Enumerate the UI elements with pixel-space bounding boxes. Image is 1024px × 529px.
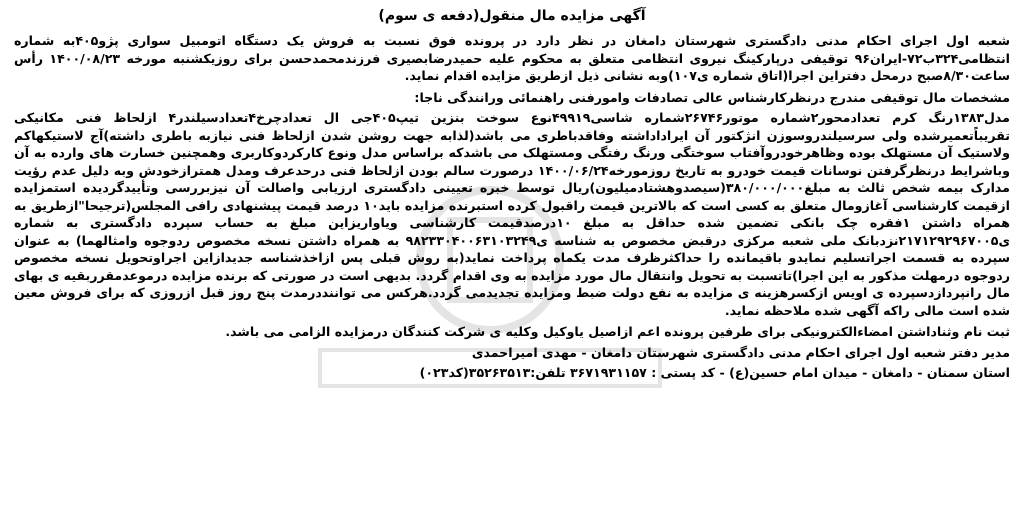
signature-line: مدیر دفتر شعبه اول اجرای احکام مدنی دادگستری شهرستان دامغان - مهدی امیراحمدی (471, 344, 1010, 360)
specs-paragraph: مدل۱۳۸۳رنگ کرم تعدادمحور۲شماره موتور۲۶۷۴۶شماره شاسی۴۹۹۱۹نوع سوخت بنزین تیپ۴۰۵جی ال تعدادچرخ۴تعدادسیلندر۴ ازلحاظ فنی مکانیکی تقریباًتعمیرشده ولی سرسیلندروسوزن انژکتور آن ایراداداشته وفاقدباطری می باشد(لذابه جهت روشن شدن ازلحاظ فنی نیازبه باطری داشته)آج لاستیکهاکم ولاستیک آن مستهلک بوده وظاهرخودروآفتاب سوختگی ورنگ رفتگی ومستهلک می باشدکه براساس مدل ونوع کارکردوکاربری وهمچنین خسارت های وارده به آن وباشرایط درنظرگرفتن نوسانات قیمت خودرو به تاریخ روزمورخه۱۴۰۰/۰۶/۲۴ درصورت سالم بودن ازلحاظ فنی درحدعرف ومدل همترازخودش وبه دلیل عدم رؤیت مدارک بیمه شخص ثالث به مبلغ۳۸۰/۰۰۰/۰۰۰(سیصدوهشتادمیلیون)ریال توسط خبره تعیینی دادگستری ارزیابی واصالت آن نیزبررسی وتأییدگردیده استمزایده ازقیمت کارشناسی آغازومال متعلق به کسی است که بالاترین قیمت راقبول کرده استبرنده مزایده باید۱۰ درصد قیمت پیشنهادی رافی المجلس(ترجیحا"ازطریق به همراه داشتن ۱فقره چک بانکی تضمین شده حداقل به مبلغ ۱۰درصدقیمت کارشناسی ویاواریزاین مبلغ به حساب سپرده دادگستری به شماره ی۲۱۷۱۲۹۲۹۶۷۰۰۵نزدبانک ملی شعبه مرکزی درقبض مخصوص به شناسه ی۹۸۲۳۳۰۴۰۰۶۳۱۰۳۲۴۹ به همراه داشتن نسخه مخصوص ردوجوه وامثالهما) به عنوان سپرده به قسمت اجراتسلیم نمایدو باقیمانده را حداکثرظرف مدت یکماه پرداخت نماید(به روش قبلی پس ازاخذشناسه جدیدازاین اجراوتحویل نسخه مخصوص ردوجوه درمهلت مذکور به این اجرا)تاتسبت به تحویل وانتقال مال مورد مزایده به وی اقدام گردد. بدیهی است در صورتی که برنده مزایده درموعدمقرربقیه ی بهای مال رانپردازدسپرده ی اویس ازکسرهزینه ی مزایده به نفع دولت ضبط ومزایده تجدیدمی گردد.هرکس می تواننددرمدت پنج روز قبل ازروزی که برای فروش معین شده است مالی راکه آگهی شده ملاحظه نماید. (14, 110, 1011, 318)
specs-heading: مشخصات مال توقیفی مندرج درنظرکارشناس عالی تصادفات وامورفنی راهنمائی ورانندگی ناجا: (414, 89, 1010, 105)
registration-note: ثبت نام وثناداشتن امضاءالکترونیکی برای طرفین پرونده اعم ازاصیل یاوکیل وکلیه ی شرکت کنندگان درمزایده الزامی می باشد. (225, 324, 1010, 339)
page-title: آگهی مزایده مال منقول(دفعه ی سوم) (378, 8, 646, 24)
address-line: استان سمنان - دامغان - میدان امام حسین(ع) - کد پستی : ۳۶۷۱۹۳۱۱۵۷ تلفن:۳۵۲۶۳۵۱۳(کد۰۲۳) (419, 365, 1010, 380)
intro-paragraph: شعبه اول اجرای احکام مدنی دادگستری شهرستان دامغان در نظر دارد در پرونده فوق نسبت به فروش یک دستگاه اتومبیل سواری پژو۴۰۵به شماره انتظامی۳۲۴ب۷۲-ایران۹۶ توقیفی درپارکینگ نیروی انتظامی متعلق به محکوم علیه حمیدرضابصیری فرزندمحمدحسن برای روزیکشنبه مورخه ۱۴۰۰/۰۸/۲۳ رأس ساعت۸/۳۰صبح درمحل دفتراین اجرا(اتاق شماره ی۱۰۷)وبه نشانی ذیل ازطریق مزایده اقدام نماید. (14, 33, 1011, 83)
